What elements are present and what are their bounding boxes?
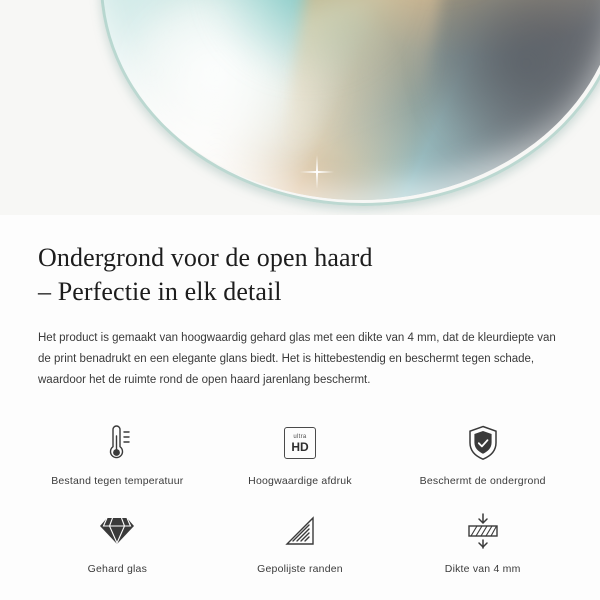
feature-surface-protection xyxy=(391,417,574,489)
body-paragraph: Het product is gemaakt van hoogwaardig gehard glas met een dikte van 4 mm, dat de kleurdiepte van de print benadrukt en een elegante glans biedt. Het is hittebestendig en beschermt tegen schade, waardoor het de ruimte rond de open haard jarenlang beschermt. xyxy=(38,331,556,387)
text-content xyxy=(0,215,600,391)
feature-label: Gehard glas xyxy=(87,563,148,576)
diamond-icon xyxy=(32,509,203,553)
feature-label: Dikte van 4 mm xyxy=(444,563,521,576)
ultra-hd-big-text: HD xyxy=(291,439,309,454)
shield-check-icon xyxy=(397,421,568,465)
feature-grid xyxy=(0,417,600,577)
thickness-arrows-icon xyxy=(397,509,568,553)
feature-polished-edges xyxy=(209,505,392,577)
feature-tempered-glass xyxy=(26,505,209,577)
glass-disc-image xyxy=(100,0,600,200)
thermometer-icon xyxy=(32,421,203,465)
feature-temperature xyxy=(26,417,209,489)
hero-image xyxy=(0,0,600,215)
ultra-hd-icon xyxy=(215,421,386,465)
polished-edges-icon xyxy=(215,509,386,553)
feature-label: Gepolijste randen xyxy=(257,563,343,576)
ultra-hd-small-text: ultra xyxy=(293,433,307,440)
page-title xyxy=(38,241,562,310)
feature-label: Beschermt de ondergrond xyxy=(419,475,546,488)
feature-print-quality xyxy=(209,417,392,489)
page-title-line-2: – Perfectie in elk detail xyxy=(38,277,282,307)
feature-label: Bestand tegen temperatuur xyxy=(51,475,184,488)
page-title-line-1: Ondergrond voor de open haard xyxy=(38,243,373,272)
feature-thickness xyxy=(391,505,574,577)
marble-highlight-grey xyxy=(422,0,600,182)
feature-label: Hoogwaardige afdruk xyxy=(248,475,352,488)
